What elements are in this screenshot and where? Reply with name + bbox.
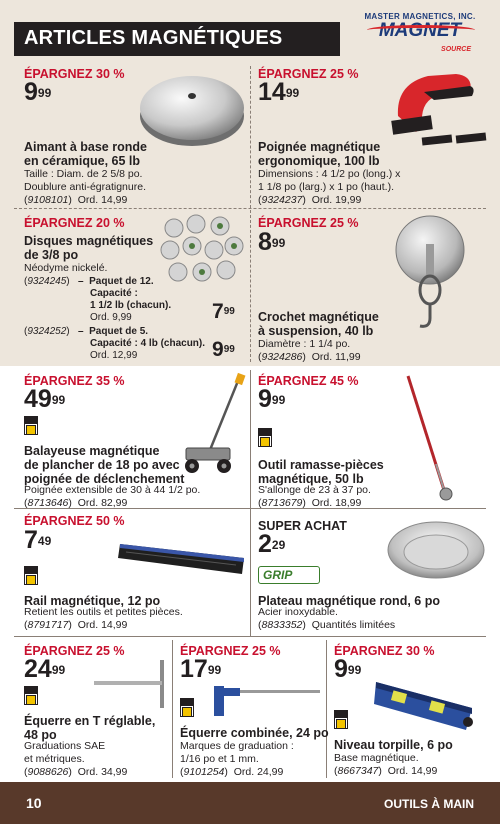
column-divider (326, 640, 327, 778)
price: $9^{99}$ (24, 78, 52, 106)
product-description: S'allonge de 23 à 37 po. (8713679) Ord. 18,99 (258, 484, 371, 509)
page-title: ARTICLES MAGNÉTIQUES (24, 27, 283, 49)
price: $2^{29}$ (258, 530, 286, 558)
pickup-tool-image (400, 372, 460, 506)
variant-12-pack-price: $7^{99}$ (212, 300, 235, 323)
price: $14^{99}$ (258, 78, 300, 106)
product-title: Poignée magnétique ergonomique, 100 lb (258, 140, 381, 168)
super-achat-label: SUPER ACHAT (258, 519, 347, 533)
price: $9^{99}$ (334, 655, 362, 683)
magnetic-sweeper-image (180, 372, 246, 478)
savings-label: ÉPARGNEZ 45 % (258, 374, 359, 388)
product-title: Disques magnétiques de 3/8 po (24, 234, 154, 262)
variant-5-pack[interactable]: (9324252) (24, 326, 70, 337)
logo-company-name: MASTER MAGNETICS, INC. (364, 12, 476, 21)
savings-label: ÉPARGNEZ 35 % (24, 374, 125, 388)
variant-5-pack-details: – Paquet de 5. Capacité : 4 lb (chacun). Ord. 12,99 (78, 326, 206, 361)
power-fist-badge-icon (180, 698, 194, 717)
power-fist-badge-icon (258, 428, 272, 447)
price: $49^{99}$ (24, 385, 66, 413)
magnet-source-logo (345, 12, 495, 62)
savings-label: ÉPARGNEZ 25 % (258, 67, 359, 81)
power-fist-badge-icon (24, 416, 38, 435)
product-description: Poignée extensible de 30 à 44 1/2 po. (8713646) Ord. 82,99 (24, 484, 201, 509)
combination-square-image (210, 684, 322, 718)
savings-label: ÉPARGNEZ 30 % (24, 67, 125, 81)
price: $9^{99}$ (258, 385, 286, 413)
product-title: Rail magnétique, 12 po (24, 594, 161, 608)
logo-swoosh (367, 25, 475, 35)
header-title-bar (14, 22, 340, 56)
price: $7^{49}$ (24, 526, 52, 554)
magnetic-hook-image (380, 214, 480, 334)
power-fist-badge-icon (24, 566, 38, 585)
page-number: 10 (26, 795, 42, 811)
product-description: Dimensions : 4 1/2 po (long.) x 1 1/8 po (larg.) x 1 po (haut.). (9324237) Ord. 19,99 (258, 168, 401, 206)
row-divider (14, 208, 486, 209)
price: $8^{99}$ (258, 228, 286, 256)
section-name: OUTILS À MAIN (384, 797, 474, 811)
torpedo-level-image (372, 668, 482, 734)
price: $17^{99}$ (180, 655, 222, 683)
product-title: Crochet magnétique à suspension, 40 lb (258, 310, 379, 338)
price: $24^{99}$ (24, 655, 66, 683)
column-divider (250, 370, 251, 636)
logo-main-text: MAGNET (378, 20, 462, 41)
product-title: Aimant à base ronde en céramique, 65 lb (24, 140, 147, 168)
power-fist-badge-icon (24, 686, 38, 705)
variant-5-pack-price: $9^{99}$ (212, 338, 235, 361)
magnetic-discs-image (158, 214, 246, 288)
product-description: Acier inoxydable. (8833352) Quantités limitées (258, 606, 396, 631)
savings-label: ÉPARGNEZ 20 % (24, 216, 125, 230)
product-title: Niveau torpille, 6 po (334, 738, 453, 752)
product-description: Base magnétique. (8667347) Ord. 14,99 (334, 752, 438, 777)
product-description: Néodyme nickelé. (24, 262, 108, 274)
savings-label: ÉPARGNEZ 25 % (180, 644, 281, 658)
grip-brand-logo: GRIP (258, 566, 320, 584)
row-divider (14, 636, 486, 637)
t-square-image (90, 654, 168, 712)
savings-label: ÉPARGNEZ 25 % (24, 644, 125, 658)
page-header (0, 0, 500, 62)
product-description: Diamètre : 1 1/4 po. (9324286) Ord. 11,99 (258, 338, 361, 363)
magnetic-rail-image (116, 540, 248, 588)
product-title: Équerre combinée, 24 po (180, 726, 329, 740)
variant-12-pack[interactable]: (9324245) (24, 276, 70, 287)
magnetic-tray-image (386, 520, 486, 582)
variant-12-pack-details: – Paquet de 12. Capacité : 1 1/2 lb (chacun). Ord. 9,99 (78, 276, 172, 323)
column-divider (250, 66, 251, 362)
product-title: Outil ramasse-pièces magnétique, 50 lb (258, 458, 384, 486)
product-title: Balayeuse magnétique de plancher de 18 po avec poignée de déclenchement (24, 444, 185, 486)
logo-sub-text: SOURCE (441, 46, 471, 53)
product-title: Équerre en T réglable, 48 po (24, 714, 156, 742)
product-description: Taille : Diam. de 2 5/8 po. Doublure anti-égratignure. (9108101) Ord. 14,99 (24, 168, 146, 206)
column-divider (172, 640, 173, 778)
savings-label: ÉPARGNEZ 30 % (334, 644, 435, 658)
ceramic-magnet-image (138, 70, 246, 148)
product-description: Retient les outils et petites pièces. (8791717) Ord. 14,99 (24, 606, 183, 631)
savings-label: ÉPARGNEZ 25 % (258, 216, 359, 230)
product-description: Marques de graduation : 1/16 po et 1 mm. (9101254) Ord. 24,99 (180, 740, 294, 778)
magnetic-handle-image (378, 66, 488, 156)
product-description: Graduations SAE et métriques. (9088626) Ord. 34,99 (24, 740, 128, 778)
product-title: Plateau magnétique rond, 6 po (258, 594, 440, 608)
power-fist-badge-icon (334, 710, 348, 729)
savings-label: ÉPARGNEZ 50 % (24, 514, 125, 528)
page-footer (0, 782, 500, 824)
